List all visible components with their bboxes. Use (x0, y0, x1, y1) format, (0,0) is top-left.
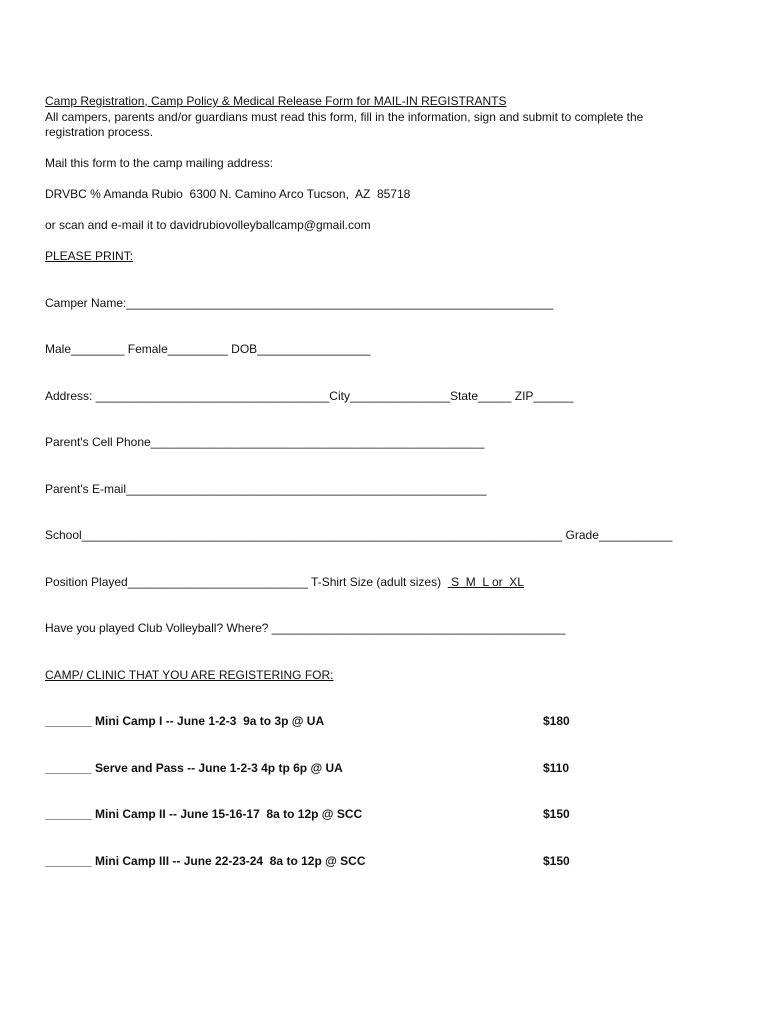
parent-email-field[interactable]: Parent's E-mail______________________________________________________ (45, 482, 487, 496)
club-volleyball-field[interactable]: Have you played Club Volleyball? Where? ____________________________________________ (45, 621, 566, 635)
gender-dob-field[interactable]: Male________ Female_________ DOB_________________ (45, 342, 371, 356)
form-title: Camp Registration, Camp Policy & Medical Release Form for MAIL-IN REGISTRANTS (45, 94, 507, 108)
mail-instruction: Mail this form to the camp mailing address: (45, 156, 274, 170)
please-print-heading: PLEASE PRINT: (45, 249, 134, 263)
position-tshirt-label: Position Played___________________________ T-Shirt Size (adult sizes) (45, 575, 448, 589)
camp-option-3[interactable]: _______ Mini Camp II -- June 15-16-17 8a to 12p @ SCC (45, 807, 363, 821)
camp-price-4: $150 (543, 854, 570, 868)
form-intro: All campers, parents and/or guardians must read this form, fill in the information, sign and submit to complete the registration process. (45, 110, 644, 139)
parent-phone-field[interactable]: Parent's Cell Phone__________________________________________________ (45, 435, 485, 449)
camp-option-2[interactable]: _______ Serve and Pass -- June 1-2-3 4p tp 6p @ UA (45, 761, 343, 775)
camps-heading: CAMP/ CLINIC THAT YOU ARE REGISTERING FOR: (45, 668, 334, 682)
position-field[interactable] (45, 575, 524, 590)
address-field[interactable]: Address: ___________________________________City_______________State_____ ZIP______ (45, 389, 574, 403)
camp-price-2: $110 (543, 761, 570, 775)
camp-option-1[interactable]: _______ Mini Camp I -- June 1-2-3 9a to 3p @ UA (45, 714, 325, 728)
school-grade-field[interactable]: School________________________________________________________________________ Grade___________ (45, 528, 673, 542)
camp-price-3: $150 (543, 807, 570, 821)
email-instruction: or scan and e-mail it to davidrubiovolleyballcamp@gmail.com (45, 218, 371, 232)
tshirt-size-options[interactable]: S M L or XL (447, 575, 524, 589)
camper-name-field[interactable]: Camper Name:________________________________________________________________ (45, 296, 554, 310)
camp-price-1: $180 (543, 714, 570, 728)
camp-option-4[interactable]: _______ Mini Camp III -- June 22-23-24 8a to 12p @ SCC (45, 854, 366, 868)
mail-address: DRVBC % Amanda Rubio 6300 N. Camino Arco Tucson, AZ 85718 (45, 187, 411, 201)
